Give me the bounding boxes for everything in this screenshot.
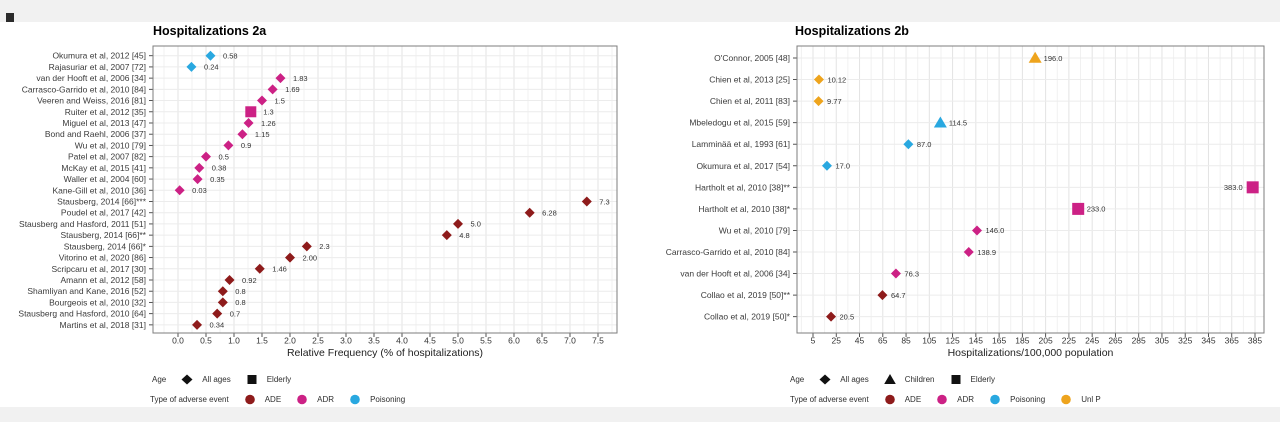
- y-axis-label: Kane-Gill et al, 2010 [36]: [52, 185, 146, 196]
- x-tick-label: 385: [1247, 335, 1263, 344]
- x-tick-label: 0.5: [200, 335, 212, 344]
- value-label: 1.5: [274, 96, 285, 106]
- chart-hospitalizations-2b: [640, 22, 1280, 407]
- legend-item-ade: [243, 393, 281, 406]
- x-tick-label: 5.0: [452, 335, 464, 344]
- legend-title-type: Type of adverse event: [790, 394, 869, 404]
- legend-age-2a: [152, 373, 291, 385]
- legend-triangle-swatch: [883, 373, 897, 386]
- value-label: 233.0: [1086, 204, 1106, 214]
- legend-label: Elderly: [970, 374, 995, 384]
- value-label: 7.3: [599, 197, 610, 207]
- legend-item-ade: [883, 393, 921, 406]
- x-tick-label: 0.0: [172, 335, 184, 344]
- x-tick-label: 1.0: [228, 335, 240, 344]
- legend-circle-swatch: [988, 393, 1002, 406]
- y-axis-label: Bond and Raehl, 2006 [37]: [44, 129, 146, 140]
- marker-diamond: [175, 185, 185, 195]
- x-tick-label: 2.0: [284, 335, 296, 344]
- marker-diamond: [186, 62, 196, 72]
- marker-diamond: [964, 247, 974, 257]
- marker-diamond: [891, 269, 901, 279]
- chart-hospitalizations-2a: [0, 22, 640, 407]
- marker-diamond: [275, 73, 285, 83]
- marker-diamond: [257, 96, 267, 106]
- legend-circle-swatch: [348, 393, 362, 406]
- y-axis-label: Stausberg, 2014 [66]**: [60, 230, 146, 241]
- marker-diamond: [822, 161, 832, 171]
- marker-diamond: [285, 253, 295, 263]
- legend-item-unl-p: [1059, 393, 1101, 406]
- x-tick-label: 105: [922, 335, 937, 344]
- y-axis-label: Okumura et al, 2012 [45]: [52, 50, 146, 61]
- legend-label: Elderly: [266, 374, 292, 384]
- legend-title-age: Age: [152, 374, 167, 384]
- x-tick-label: 4.0: [396, 335, 408, 344]
- legend-item-elderly: [245, 373, 291, 386]
- x-tick-label: 3.0: [340, 335, 352, 344]
- marker-diamond: [525, 208, 535, 218]
- top-margin-strip: [0, 0, 1280, 22]
- y-axis-label: Ruiter et al, 2012 [35]: [64, 106, 146, 117]
- value-label: 0.92: [242, 275, 257, 285]
- value-label: 0.03: [192, 186, 207, 196]
- legend-label: Poisoning: [370, 394, 406, 404]
- y-axis-label: Hartholt et al, 2010 [38]*: [698, 203, 790, 214]
- legend-square-swatch: [949, 373, 963, 386]
- value-label: 0.7: [229, 309, 241, 319]
- y-axis-label: Veeren and Weiss, 2016 [81]: [36, 95, 146, 106]
- value-label: 1.15: [254, 130, 270, 140]
- value-label: 76.3: [904, 269, 920, 279]
- marker-square: [1072, 203, 1084, 215]
- y-axis-label: Wu et al, 2010 [79]: [74, 140, 146, 151]
- x-axis: [811, 333, 1263, 344]
- value-label: 0.35: [210, 174, 225, 184]
- marker-diamond: [192, 320, 202, 330]
- y-axis-label: van der Hooft et al, 2006 [34]: [36, 73, 146, 84]
- y-axis-label: Hartholt et al, 2010 [38]**: [695, 182, 790, 193]
- figure-canvas: [0, 22, 1280, 407]
- marker-diamond: [205, 51, 215, 61]
- value-label: 114.5: [948, 118, 968, 128]
- marker-diamond: [903, 139, 913, 149]
- data-points: [814, 52, 1259, 322]
- value-label: 146.0: [985, 226, 1005, 236]
- x-tick-label: 5: [810, 335, 816, 344]
- legend-square-swatch: [245, 373, 259, 386]
- value-label: 1.26: [261, 118, 276, 128]
- value-label: 4.8: [459, 230, 470, 240]
- y-axis-label: Wu et al, 2010 [79]: [718, 225, 790, 236]
- x-tick-label: 345: [1201, 335, 1216, 344]
- x-tick-label: 1.5: [256, 335, 268, 344]
- marker-diamond: [201, 152, 211, 162]
- legend-label: ADR: [957, 394, 975, 404]
- value-label: 6.28: [542, 208, 557, 218]
- y-axis-label: Poudel et al, 2017 [42]: [60, 207, 146, 218]
- y-axis-label: Chien et al, 2011 [83]: [709, 96, 790, 107]
- y-axis-label: Collao et al, 2019 [50]**: [700, 290, 790, 301]
- value-label: 0.58: [222, 51, 238, 61]
- legend-circle-swatch: [295, 393, 309, 406]
- marker-square: [245, 106, 256, 117]
- y-axis: [666, 53, 797, 322]
- marker-triangle: [934, 116, 947, 127]
- marker-diamond: [877, 290, 887, 300]
- panel-border: [797, 46, 1264, 333]
- marker-diamond: [442, 230, 452, 240]
- y-axis-label: Chien et al, 2013 [25]: [709, 74, 790, 85]
- legend-label: ADR: [317, 394, 335, 404]
- y-axis-label: Amann et al, 2012 [58]: [60, 275, 146, 285]
- y-axis-label: Miguel et al, 2013 [47]: [62, 117, 146, 128]
- y-axis-label: Lamminää et al, 1993 [61]: [691, 139, 790, 150]
- value-label: 1.69: [285, 85, 300, 95]
- y-axis-label: Rajasuriar et al, 2007 [72]: [48, 61, 146, 72]
- legend-item-adr: [295, 393, 334, 406]
- x-tick-label: 25: [831, 335, 841, 344]
- legend-label: All ages: [840, 374, 869, 384]
- marker-diamond: [223, 140, 233, 150]
- y-axis-label: Okumura et al, 2017 [54]: [696, 160, 790, 171]
- marker-diamond: [212, 309, 222, 319]
- marker-diamond: [826, 312, 836, 322]
- marker-diamond: [302, 241, 312, 251]
- value-label: 0.9: [240, 141, 252, 151]
- value-label: 64.7: [890, 290, 906, 300]
- legend-item-all-ages: [180, 373, 230, 386]
- marker-diamond: [814, 96, 824, 106]
- x-tick-label: 3.5: [368, 335, 380, 344]
- value-label: 138.9: [977, 247, 997, 257]
- marker-diamond: [814, 75, 824, 85]
- y-axis-label: Vitorino et al, 2020 [86]: [58, 252, 146, 263]
- legend-item-all-ages: [818, 373, 868, 386]
- value-label: 5.0: [470, 219, 481, 229]
- value-label: 9.77: [827, 96, 842, 106]
- legend-item-poisoning: [988, 393, 1045, 406]
- value-label: 0.5: [218, 152, 229, 162]
- marker-diamond: [582, 196, 592, 206]
- legend-circle-swatch: [243, 393, 257, 406]
- x-tick-label: 125: [945, 335, 960, 344]
- chart-title-2a: Hospitalizations 2a: [153, 24, 267, 38]
- legend-diamond-swatch: [180, 373, 194, 386]
- y-axis-label: Shamliyan and Kane, 2016 [52]: [27, 286, 146, 297]
- value-label: 0.34: [209, 320, 225, 330]
- x-tick-label: 285: [1131, 335, 1146, 344]
- x-tick-label: 145: [968, 335, 983, 344]
- value-label: 383.0: [1223, 183, 1243, 193]
- y-axis-label: Bourgeois et al, 2010 [32]: [49, 297, 146, 308]
- marker-diamond: [972, 225, 982, 235]
- x-tick-label: 6.0: [508, 335, 520, 344]
- x-tick-label: 165: [992, 335, 1007, 344]
- marker-diamond: [194, 163, 204, 173]
- x-axis: [172, 333, 604, 344]
- value-label: 1.83: [292, 73, 308, 83]
- marker-square: [1247, 181, 1259, 193]
- legend-circle-swatch: [883, 393, 897, 406]
- y-axis-label: Collao et al, 2019 [50]*: [703, 311, 790, 322]
- y-axis: [18, 51, 153, 330]
- legend-item-elderly: [949, 373, 995, 386]
- legend-circle-swatch: [1059, 393, 1073, 406]
- x-axis-title-2b: Hospitalizations/100,000 population: [947, 347, 1114, 359]
- marker-diamond: [218, 297, 228, 307]
- x-tick-label: 365: [1224, 335, 1239, 344]
- x-axis-title-2a: Relative Frequency (% of hospitalizations): [286, 347, 484, 359]
- x-tick-label: 6.5: [536, 335, 548, 344]
- value-label: 2.3: [319, 242, 330, 252]
- x-tick-label: 7.5: [592, 335, 604, 344]
- x-tick-label: 4.5: [424, 335, 436, 344]
- legend-item-adr: [935, 393, 974, 406]
- x-tick-label: 2.5: [312, 335, 324, 344]
- y-axis-label: Stausberg, 2014 [66]***: [57, 196, 146, 207]
- value-label: 0.38: [211, 163, 227, 173]
- marker-diamond: [255, 264, 265, 274]
- value-label: 0.24: [203, 62, 219, 72]
- value-label: 1.46: [272, 264, 287, 274]
- value-label: 2.00: [302, 253, 318, 263]
- legend-age-2b: [790, 373, 995, 385]
- plot-2b: [640, 22, 1280, 344]
- x-tick-label: 325: [1178, 335, 1193, 344]
- x-tick-label: 7.0: [564, 335, 576, 344]
- legend-label: All ages: [202, 374, 231, 384]
- y-axis-label: Patel et al, 2007 [82]: [68, 151, 146, 162]
- marker-diamond: [193, 174, 203, 184]
- y-axis-label: Martins et al, 2018 [31]: [59, 319, 146, 330]
- value-label: 0.8: [235, 287, 246, 297]
- y-axis-label: Carrasco-Garrido et al, 2010 [84]: [21, 84, 146, 95]
- x-tick-label: 45: [854, 335, 865, 344]
- y-axis-label: Scripcaru et al, 2017 [30]: [51, 263, 146, 274]
- x-tick-label: 225: [1061, 335, 1076, 344]
- gridlines: [797, 46, 1264, 333]
- x-tick-label: 85: [901, 335, 911, 344]
- marker-diamond: [237, 129, 247, 139]
- legend-type-2a: [150, 393, 405, 405]
- x-tick-label: 305: [1154, 335, 1170, 344]
- legend-type-2b: [790, 393, 1101, 405]
- legend-title-type: Type of adverse event: [150, 394, 229, 404]
- x-tick-label: 265: [1108, 335, 1123, 344]
- value-label: 87.0: [916, 140, 932, 150]
- legend-diamond-swatch: [818, 373, 832, 386]
- y-axis-label: Waller et al, 2004 [60]: [63, 174, 146, 185]
- x-tick-label: 205: [1038, 335, 1053, 344]
- legend-label: Poisoning: [1010, 394, 1046, 404]
- legend-item-poisoning: [348, 393, 405, 406]
- legend-label: ADE: [264, 394, 282, 404]
- marker-diamond: [218, 286, 228, 296]
- y-axis-label: Carrasco-Garrido et al, 2010 [84]: [665, 246, 790, 257]
- value-label: 10.12: [827, 75, 847, 85]
- legend-title-age: Age: [790, 374, 805, 384]
- legend-label: ADE: [904, 394, 922, 404]
- marker-diamond: [244, 118, 254, 128]
- y-axis-label: Stausberg and Hasford, 2010 [64]: [18, 308, 146, 319]
- plot-2a: [0, 22, 640, 344]
- legend-item-children: [883, 373, 935, 386]
- marker-diamond: [225, 275, 235, 285]
- value-label: 1.3: [263, 107, 274, 117]
- value-label: 196.0: [1043, 53, 1063, 63]
- bottom-margin-strip: [0, 407, 1280, 422]
- x-tick-label: 5.5: [480, 335, 492, 344]
- y-axis-label: van der Hooft et al, 2006 [34]: [680, 268, 790, 279]
- marker-diamond: [453, 219, 463, 229]
- y-axis-label: Stausberg, 2014 [66]*: [63, 241, 146, 252]
- legend-circle-swatch: [935, 393, 949, 406]
- x-tick-label: 65: [878, 335, 888, 344]
- y-axis-label: Stausberg and Hasford, 2011 [51]: [19, 218, 146, 229]
- value-label: 0.8: [235, 298, 246, 308]
- y-axis-label: Mbeledogu et al, 2015 [59]: [689, 117, 790, 128]
- legend-label: Children: [904, 374, 935, 384]
- legend-label: Unl P: [1081, 394, 1101, 404]
- x-tick-label: 245: [1085, 335, 1100, 344]
- chart-title-2b: Hospitalizations 2b: [795, 24, 909, 38]
- y-axis-label: McKay et al, 2015 [41]: [61, 162, 146, 173]
- value-label: 17.0: [835, 161, 851, 171]
- y-axis-label: O'Connor, 2005 [48]: [714, 53, 790, 63]
- value-label: 20.5: [839, 312, 855, 322]
- crop-artifact-mark: [6, 13, 14, 22]
- x-tick-label: 185: [1015, 335, 1030, 344]
- marker-triangle: [1029, 52, 1042, 63]
